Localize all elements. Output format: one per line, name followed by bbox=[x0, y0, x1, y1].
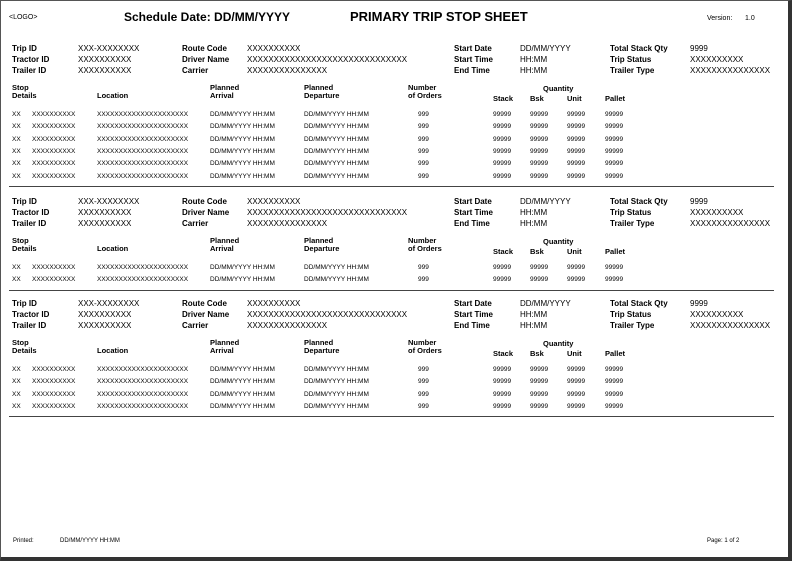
stop-stack: 99999 bbox=[493, 264, 512, 271]
stop-stack: 99999 bbox=[493, 135, 512, 143]
page-title: PRIMARY TRIP STOP SHEET bbox=[350, 9, 528, 24]
end-time-label: End Time bbox=[454, 66, 490, 75]
stop-unit: 99999 bbox=[567, 378, 586, 386]
stop-location: XXXXXXXXXXXXXXXXXXXXX bbox=[97, 160, 189, 168]
stop-stack: 99999 bbox=[493, 378, 512, 386]
col-unit-header: Unit bbox=[567, 349, 582, 358]
stop-orders: 999 bbox=[418, 123, 429, 131]
stop-pallet: 99999 bbox=[605, 378, 624, 386]
stop-bsk: 99999 bbox=[530, 402, 549, 410]
stop-departure: DD/MM/YYYY HH:MM bbox=[304, 123, 369, 131]
col-planned-arrival-header: Planned bbox=[210, 83, 240, 92]
stop-location: XXXXXXXXXXXXXXXXXXXXX bbox=[97, 111, 189, 118]
trailer-id-value: XXXXXXXXXX bbox=[78, 321, 132, 330]
col-unit-header: Unit bbox=[567, 247, 582, 256]
trailer-type-value: XXXXXXXXXXXXXXX bbox=[690, 66, 771, 75]
col-stack-header: Stack bbox=[493, 94, 514, 103]
stop-details: XXXXXXXXXX bbox=[32, 111, 76, 118]
carrier-value: XXXXXXXXXXXXXXX bbox=[247, 321, 328, 330]
start-date-label: Start Date bbox=[454, 44, 492, 53]
col-location-header: Location bbox=[97, 346, 129, 355]
stop-bsk: 99999 bbox=[530, 264, 549, 271]
stop-details: XXXXXXXXXX bbox=[32, 276, 76, 284]
logo-placeholder: <LOGO> bbox=[9, 14, 38, 21]
trip-status-value: XXXXXXXXXX bbox=[690, 310, 744, 319]
trailer-type-label: Trailer Type bbox=[610, 66, 655, 75]
trip-status-label: Trip Status bbox=[610, 208, 652, 217]
col-number-header: Number bbox=[408, 236, 437, 245]
stop-code: XX bbox=[12, 264, 21, 271]
col-location-header: Location bbox=[97, 91, 129, 100]
trailer-type-label: Trailer Type bbox=[610, 321, 655, 330]
tractor-id-label: Tractor ID bbox=[12, 208, 50, 217]
printed-label: Printed: bbox=[13, 538, 34, 544]
stop-departure: DD/MM/YYYY HH:MM bbox=[304, 147, 369, 155]
tractor-id-value: XXXXXXXXXX bbox=[78, 208, 132, 217]
stop-arrival: DD/MM/YYYY HH:MM bbox=[210, 366, 275, 373]
stop-arrival: DD/MM/YYYY HH:MM bbox=[210, 172, 275, 180]
version-label: Version: bbox=[707, 15, 733, 22]
driver-name-label: Driver Name bbox=[182, 208, 230, 217]
stop-unit: 99999 bbox=[567, 366, 586, 373]
total-stack-qty-label: Total Stack Qty bbox=[610, 299, 668, 308]
route-code-value: XXXXXXXXXX bbox=[247, 197, 301, 206]
end-time-value: HH:MM bbox=[520, 321, 548, 330]
col-orders-header: of Orders bbox=[408, 244, 442, 253]
stop-unit: 99999 bbox=[567, 276, 586, 284]
trailer-id-label: Trailer ID bbox=[12, 321, 47, 330]
stop-unit: 99999 bbox=[567, 147, 586, 155]
stop-departure: DD/MM/YYYY HH:MM bbox=[304, 402, 369, 410]
stop-stack: 99999 bbox=[493, 366, 512, 373]
col-planned-departure-header: Planned bbox=[304, 236, 334, 245]
trailer-type-label: Trailer Type bbox=[610, 219, 655, 228]
stop-arrival: DD/MM/YYYY HH:MM bbox=[210, 111, 275, 118]
stop-pallet: 99999 bbox=[605, 147, 624, 155]
end-time-label: End Time bbox=[454, 321, 490, 330]
stop-bsk: 99999 bbox=[530, 123, 549, 131]
stop-code: XX bbox=[12, 160, 21, 168]
stop-bsk: 99999 bbox=[530, 147, 549, 155]
stop-bsk: 99999 bbox=[530, 172, 549, 180]
stop-arrival: DD/MM/YYYY HH:MM bbox=[210, 276, 275, 284]
stop-stack: 99999 bbox=[493, 123, 512, 131]
col-arrival-header: Arrival bbox=[210, 91, 234, 100]
driver-name-value: XXXXXXXXXXXXXXXXXXXXXXXXXXXXXX bbox=[247, 310, 408, 319]
trip-id-value: XXX-XXXXXXXX bbox=[78, 197, 140, 206]
trip-id-label: Trip ID bbox=[12, 44, 37, 53]
stop-code: XX bbox=[12, 276, 21, 284]
stop-pallet: 99999 bbox=[605, 276, 624, 284]
col-quantity-header: Quantity bbox=[543, 339, 574, 348]
col-location-header: Location bbox=[97, 244, 129, 253]
stop-location: XXXXXXXXXXXXXXXXXXXXX bbox=[97, 366, 189, 373]
stop-arrival: DD/MM/YYYY HH:MM bbox=[210, 160, 275, 168]
trip-status-value: XXXXXXXXXX bbox=[690, 55, 744, 64]
stop-departure: DD/MM/YYYY HH:MM bbox=[304, 378, 369, 386]
carrier-label: Carrier bbox=[182, 66, 209, 75]
stop-location: XXXXXXXXXXXXXXXXXXXXX bbox=[97, 135, 189, 143]
stop-bsk: 99999 bbox=[530, 390, 549, 398]
stop-arrival: DD/MM/YYYY HH:MM bbox=[210, 402, 275, 410]
col-planned-departure-header: Planned bbox=[304, 338, 334, 347]
trailer-id-value: XXXXXXXXXX bbox=[78, 219, 132, 228]
printed-value: DD/MM/YYYY HH:MM bbox=[60, 538, 120, 544]
stop-details: XXXXXXXXXX bbox=[32, 390, 76, 398]
stop-orders: 999 bbox=[418, 366, 429, 373]
driver-name-label: Driver Name bbox=[182, 55, 230, 64]
col-number-header: Number bbox=[408, 83, 437, 92]
stop-unit: 99999 bbox=[567, 402, 586, 410]
carrier-value: XXXXXXXXXXXXXXX bbox=[247, 66, 328, 75]
stop-orders: 999 bbox=[418, 135, 429, 143]
stop-orders: 999 bbox=[418, 264, 429, 271]
stop-stack: 99999 bbox=[493, 390, 512, 398]
stop-orders: 999 bbox=[418, 378, 429, 386]
tractor-id-value: XXXXXXXXXX bbox=[78, 310, 132, 319]
section-divider bbox=[9, 186, 774, 187]
stop-unit: 99999 bbox=[567, 172, 586, 180]
stop-departure: DD/MM/YYYY HH:MM bbox=[304, 276, 369, 284]
stop-details: XXXXXXXXXX bbox=[32, 378, 76, 386]
stop-orders: 999 bbox=[418, 390, 429, 398]
col-bsk-header: Bsk bbox=[530, 247, 544, 256]
section-divider bbox=[9, 290, 774, 291]
driver-name-value: XXXXXXXXXXXXXXXXXXXXXXXXXXXXXX bbox=[247, 208, 408, 217]
trip-id-value: XXX-XXXXXXXX bbox=[78, 44, 140, 53]
stop-code: XX bbox=[12, 147, 21, 155]
stop-pallet: 99999 bbox=[605, 172, 624, 180]
stop-pallet: 99999 bbox=[605, 135, 624, 143]
stop-orders: 999 bbox=[418, 172, 429, 180]
stop-details: XXXXXXXXXX bbox=[32, 402, 76, 410]
col-arrival-header: Arrival bbox=[210, 346, 234, 355]
stop-arrival: DD/MM/YYYY HH:MM bbox=[210, 135, 275, 143]
tractor-id-label: Tractor ID bbox=[12, 310, 50, 319]
col-details-header: Details bbox=[12, 346, 37, 355]
total-stack-qty-label: Total Stack Qty bbox=[610, 44, 668, 53]
stop-unit: 99999 bbox=[567, 160, 586, 168]
stop-details: XXXXXXXXXX bbox=[32, 366, 76, 373]
stop-arrival: DD/MM/YYYY HH:MM bbox=[210, 378, 275, 386]
tractor-id-label: Tractor ID bbox=[12, 55, 50, 64]
stop-departure: DD/MM/YYYY HH:MM bbox=[304, 172, 369, 180]
stop-bsk: 99999 bbox=[530, 135, 549, 143]
stop-stack: 99999 bbox=[493, 111, 512, 118]
col-stop-header: Stop bbox=[12, 236, 29, 245]
stop-orders: 999 bbox=[418, 402, 429, 410]
col-quantity-header: Quantity bbox=[543, 84, 574, 93]
trailer-id-label: Trailer ID bbox=[12, 66, 47, 75]
stop-location: XXXXXXXXXXXXXXXXXXXXX bbox=[97, 402, 189, 410]
stop-details: XXXXXXXXXX bbox=[32, 123, 76, 131]
stop-bsk: 99999 bbox=[530, 378, 549, 386]
stop-code: XX bbox=[12, 135, 21, 143]
stop-stack: 99999 bbox=[493, 402, 512, 410]
trailer-type-value: XXXXXXXXXXXXXXX bbox=[690, 219, 771, 228]
stop-departure: DD/MM/YYYY HH:MM bbox=[304, 135, 369, 143]
stop-location: XXXXXXXXXXXXXXXXXXXXX bbox=[97, 378, 189, 386]
stop-bsk: 99999 bbox=[530, 366, 549, 373]
stop-arrival: DD/MM/YYYY HH:MM bbox=[210, 264, 275, 271]
total-stack-qty-value: 9999 bbox=[690, 197, 708, 206]
trailer-type-value: XXXXXXXXXXXXXXX bbox=[690, 321, 771, 330]
stop-pallet: 99999 bbox=[605, 390, 624, 398]
trip-status-label: Trip Status bbox=[610, 55, 652, 64]
page-number: Page: 1 of 2 bbox=[707, 538, 740, 544]
stop-details: XXXXXXXXXX bbox=[32, 147, 76, 155]
col-number-header: Number bbox=[408, 338, 437, 347]
stop-stack: 99999 bbox=[493, 160, 512, 168]
route-code-value: XXXXXXXXXX bbox=[247, 44, 301, 53]
stop-departure: DD/MM/YYYY HH:MM bbox=[304, 111, 369, 118]
stop-code: XX bbox=[12, 366, 21, 373]
trailer-id-label: Trailer ID bbox=[12, 219, 47, 228]
stop-unit: 99999 bbox=[567, 123, 586, 131]
stop-details: XXXXXXXXXX bbox=[32, 135, 76, 143]
route-code-value: XXXXXXXXXX bbox=[247, 299, 301, 308]
col-departure-header: Departure bbox=[304, 346, 340, 355]
col-planned-departure-header: Planned bbox=[304, 83, 334, 92]
total-stack-qty-value: 9999 bbox=[690, 299, 708, 308]
carrier-value: XXXXXXXXXXXXXXX bbox=[247, 219, 328, 228]
stop-bsk: 99999 bbox=[530, 111, 549, 118]
stop-arrival: DD/MM/YYYY HH:MM bbox=[210, 390, 275, 398]
tractor-id-value: XXXXXXXXXX bbox=[78, 55, 132, 64]
stop-code: XX bbox=[12, 123, 21, 131]
col-departure-header: Departure bbox=[304, 91, 340, 100]
route-code-label: Route Code bbox=[182, 197, 227, 206]
schedule-date: Schedule Date: DD/MM/YYYY bbox=[124, 10, 291, 24]
stop-departure: DD/MM/YYYY HH:MM bbox=[304, 264, 369, 271]
stop-pallet: 99999 bbox=[605, 264, 624, 271]
stop-departure: DD/MM/YYYY HH:MM bbox=[304, 390, 369, 398]
stop-orders: 999 bbox=[418, 111, 429, 118]
total-stack-qty-value: 9999 bbox=[690, 44, 708, 53]
stop-details: XXXXXXXXXX bbox=[32, 172, 76, 180]
trip-id-label: Trip ID bbox=[12, 197, 37, 206]
stop-unit: 99999 bbox=[567, 111, 586, 118]
col-orders-header: of Orders bbox=[408, 91, 442, 100]
route-code-label: Route Code bbox=[182, 44, 227, 53]
start-date-label: Start Date bbox=[454, 197, 492, 206]
trailer-id-value: XXXXXXXXXX bbox=[78, 66, 132, 75]
end-time-value: HH:MM bbox=[520, 66, 548, 75]
stop-departure: DD/MM/YYYY HH:MM bbox=[304, 160, 369, 168]
stop-location: XXXXXXXXXXXXXXXXXXXXX bbox=[97, 390, 189, 398]
stop-orders: 999 bbox=[418, 160, 429, 168]
start-time-label: Start Time bbox=[454, 208, 493, 217]
stop-stack: 99999 bbox=[493, 276, 512, 284]
start-time-label: Start Time bbox=[454, 55, 493, 64]
stop-orders: 999 bbox=[418, 276, 429, 284]
col-pallet-header: Pallet bbox=[605, 247, 626, 256]
stop-pallet: 99999 bbox=[605, 160, 624, 168]
stop-departure: DD/MM/YYYY HH:MM bbox=[304, 366, 369, 373]
section-divider bbox=[9, 416, 774, 417]
stop-details: XXXXXXXXXX bbox=[32, 264, 76, 271]
stop-code: XX bbox=[12, 378, 21, 386]
start-time-value: HH:MM bbox=[520, 55, 548, 64]
col-orders-header: of Orders bbox=[408, 346, 442, 355]
stop-stack: 99999 bbox=[493, 147, 512, 155]
stop-unit: 99999 bbox=[567, 264, 586, 271]
stop-unit: 99999 bbox=[567, 390, 586, 398]
end-time-value: HH:MM bbox=[520, 219, 548, 228]
start-date-value: DD/MM/YYYY bbox=[520, 44, 571, 53]
start-date-label: Start Date bbox=[454, 299, 492, 308]
driver-name-label: Driver Name bbox=[182, 310, 230, 319]
col-departure-header: Departure bbox=[304, 244, 340, 253]
col-pallet-header: Pallet bbox=[605, 94, 626, 103]
version-value: 1.0 bbox=[745, 15, 755, 22]
stop-location: XXXXXXXXXXXXXXXXXXXXX bbox=[97, 123, 189, 131]
stop-bsk: 99999 bbox=[530, 160, 549, 168]
stop-pallet: 99999 bbox=[605, 366, 624, 373]
stop-pallet: 99999 bbox=[605, 123, 624, 131]
stop-stack: 99999 bbox=[493, 172, 512, 180]
stop-details: XXXXXXXXXX bbox=[32, 160, 76, 168]
col-bsk-header: Bsk bbox=[530, 94, 544, 103]
start-date-value: DD/MM/YYYY bbox=[520, 197, 571, 206]
trip-id-value: XXX-XXXXXXXX bbox=[78, 299, 140, 308]
total-stack-qty-label: Total Stack Qty bbox=[610, 197, 668, 206]
stop-location: XXXXXXXXXXXXXXXXXXXXX bbox=[97, 264, 189, 271]
col-stop-header: Stop bbox=[12, 83, 29, 92]
col-details-header: Details bbox=[12, 91, 37, 100]
carrier-label: Carrier bbox=[182, 321, 209, 330]
start-date-value: DD/MM/YYYY bbox=[520, 299, 571, 308]
stop-code: XX bbox=[12, 111, 21, 118]
col-unit-header: Unit bbox=[567, 94, 582, 103]
stop-code: XX bbox=[12, 402, 21, 410]
end-time-label: End Time bbox=[454, 219, 490, 228]
stop-code: XX bbox=[12, 390, 21, 398]
stop-pallet: 99999 bbox=[605, 402, 624, 410]
col-planned-arrival-header: Planned bbox=[210, 338, 240, 347]
col-bsk-header: Bsk bbox=[530, 349, 544, 358]
stop-code: XX bbox=[12, 172, 21, 180]
stop-location: XXXXXXXXXXXXXXXXXXXXX bbox=[97, 172, 189, 180]
col-planned-arrival-header: Planned bbox=[210, 236, 240, 245]
col-quantity-header: Quantity bbox=[543, 237, 574, 246]
col-stack-header: Stack bbox=[493, 349, 514, 358]
stop-arrival: DD/MM/YYYY HH:MM bbox=[210, 147, 275, 155]
trip-id-label: Trip ID bbox=[12, 299, 37, 308]
carrier-label: Carrier bbox=[182, 219, 209, 228]
stop-pallet: 99999 bbox=[605, 111, 624, 118]
stop-unit: 99999 bbox=[567, 135, 586, 143]
driver-name-value: XXXXXXXXXXXXXXXXXXXXXXXXXXXXXX bbox=[247, 55, 408, 64]
stop-location: XXXXXXXXXXXXXXXXXXXXX bbox=[97, 147, 189, 155]
col-stack-header: Stack bbox=[493, 247, 514, 256]
col-pallet-header: Pallet bbox=[605, 349, 626, 358]
start-time-label: Start Time bbox=[454, 310, 493, 319]
col-stop-header: Stop bbox=[12, 338, 29, 347]
stop-bsk: 99999 bbox=[530, 276, 549, 284]
trip-status-value: XXXXXXXXXX bbox=[690, 208, 744, 217]
stop-location: XXXXXXXXXXXXXXXXXXXXX bbox=[97, 276, 189, 284]
col-arrival-header: Arrival bbox=[210, 244, 234, 253]
col-details-header: Details bbox=[12, 244, 37, 253]
route-code-label: Route Code bbox=[182, 299, 227, 308]
start-time-value: HH:MM bbox=[520, 310, 548, 319]
stop-arrival: DD/MM/YYYY HH:MM bbox=[210, 123, 275, 131]
stop-orders: 999 bbox=[418, 147, 429, 155]
trip-status-label: Trip Status bbox=[610, 310, 652, 319]
start-time-value: HH:MM bbox=[520, 208, 548, 217]
